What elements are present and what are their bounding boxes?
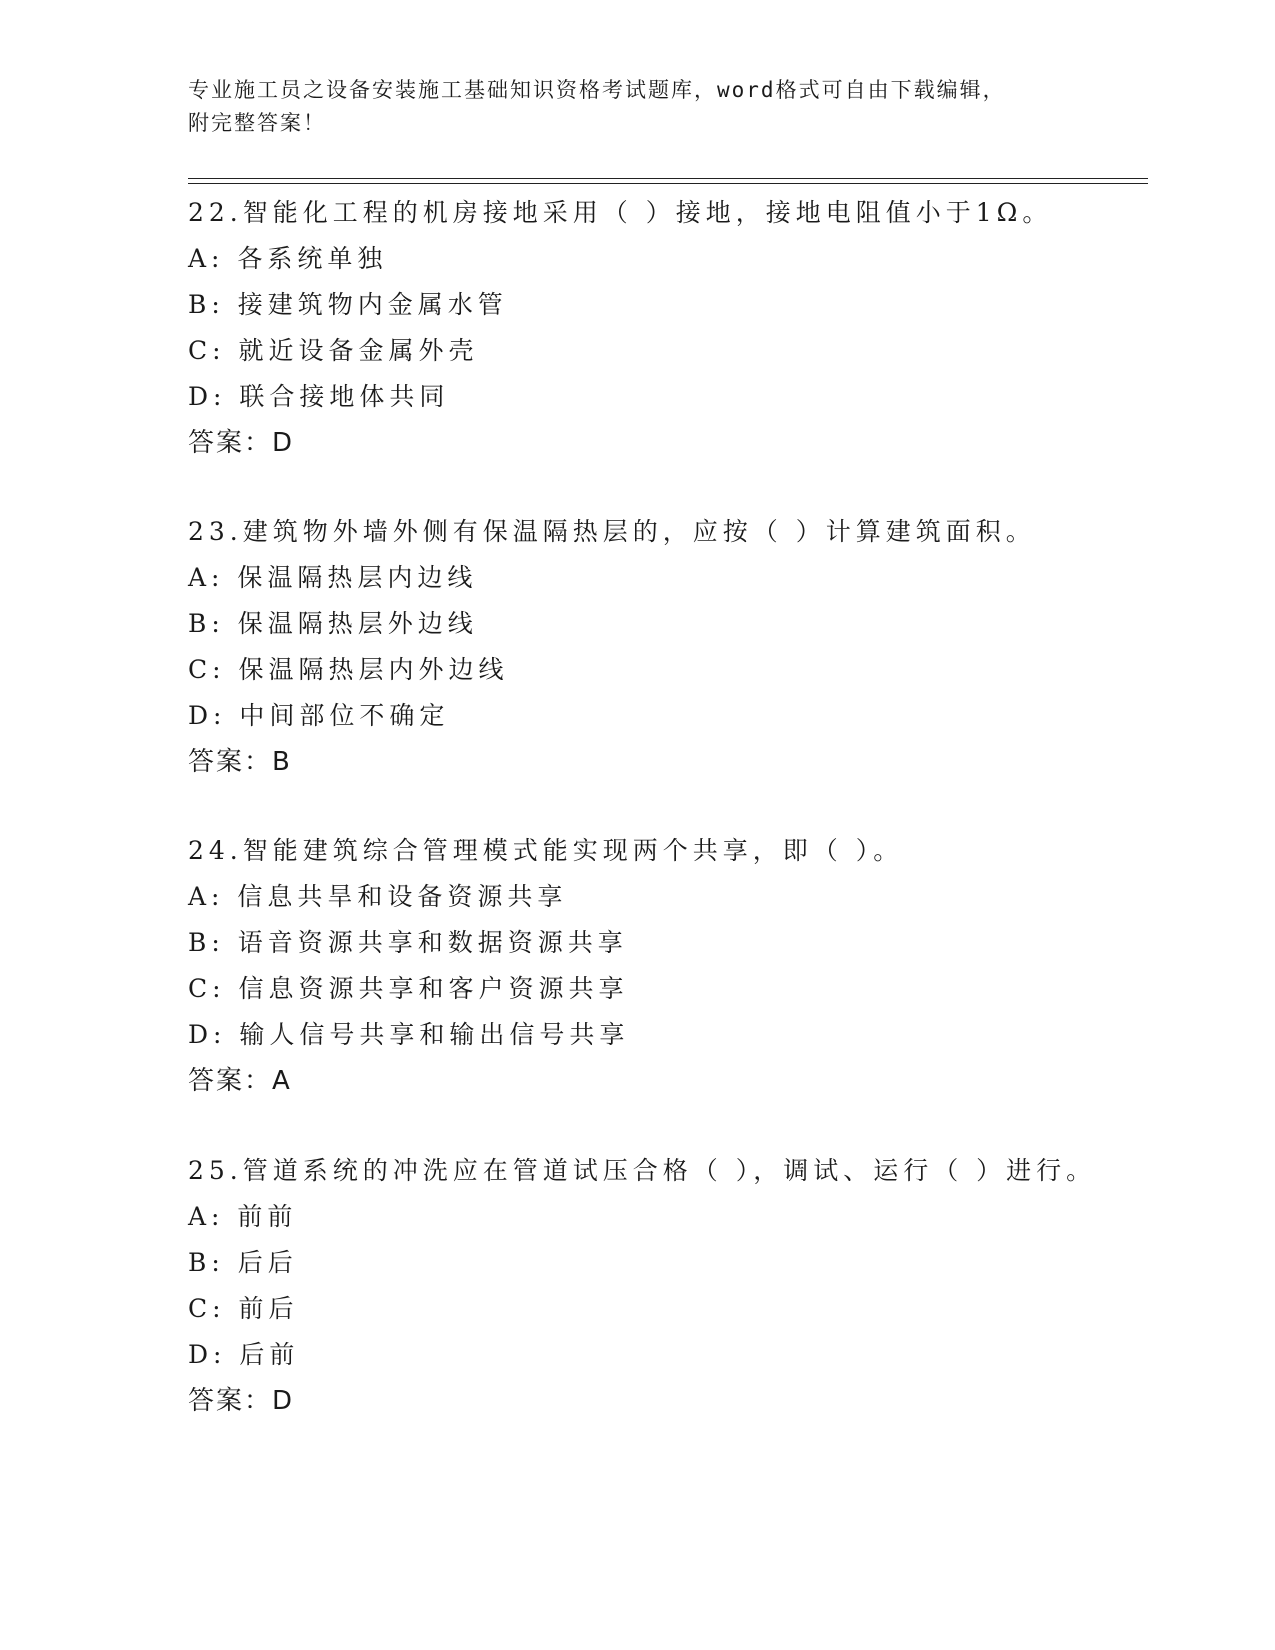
option-d: D: 后前 [188,1340,300,1369]
document-header [188,74,1088,140]
header-line-2: 附完整答案！ [188,111,326,135]
answer: 答案：A [188,1066,292,1096]
option-a: A: 信息共旱和设备资源共享 [188,882,568,911]
header-divider-top [188,178,1148,179]
option-b: B: 保温隔热层外边线 [188,609,478,638]
answer: 答案：D [188,1386,295,1416]
question-25 [188,1148,1188,1424]
question-stem: 24.智能建筑综合管理模式能实现两个共享，即（ ）。 [188,836,904,865]
option-d: D: 中间部位不确定 [188,701,450,730]
question-23 [188,509,1188,785]
option-c: C: 就近设备金属外壳 [188,336,479,365]
answer: 答案：B [188,747,292,777]
header-divider-bottom [188,183,1148,184]
question-24 [188,828,1188,1104]
answer: 答案：D [188,428,295,458]
option-b: B: 语音资源共享和数据资源共享 [188,928,628,957]
question-stem: 22.智能化工程的机房接地采用（ ）接地，接地电阻值小于1Ω。 [188,198,1053,227]
option-a: A: 保温隔热层内边线 [188,563,478,592]
option-b: B: 后后 [188,1248,298,1277]
option-b: B: 接建筑物内金属水管 [188,290,508,319]
header-line-1: 专业施工员之设备安装施工基础知识资格考试题库，word格式可自由下载编辑， [188,78,1006,102]
option-c: C: 信息资源共享和客户资源共享 [188,974,629,1003]
option-a: A: 各系统单独 [188,244,388,273]
option-d: D: 联合接地体共同 [188,382,450,411]
option-a: A: 前前 [188,1202,298,1231]
option-c: C: 保温隔热层内外边线 [188,655,509,684]
question-stem: 25.管道系统的冲洗应在管道试压合格（ ），调试、运行（ ）进行。 [188,1156,1097,1185]
question-stem: 23.建筑物外墙外侧有保温隔热层的，应按（ ）计算建筑面积。 [188,517,1036,546]
question-22 [188,190,1188,466]
option-c: C: 前后 [188,1294,299,1323]
option-d: D: 输人信号共享和输出信号共享 [188,1020,630,1049]
